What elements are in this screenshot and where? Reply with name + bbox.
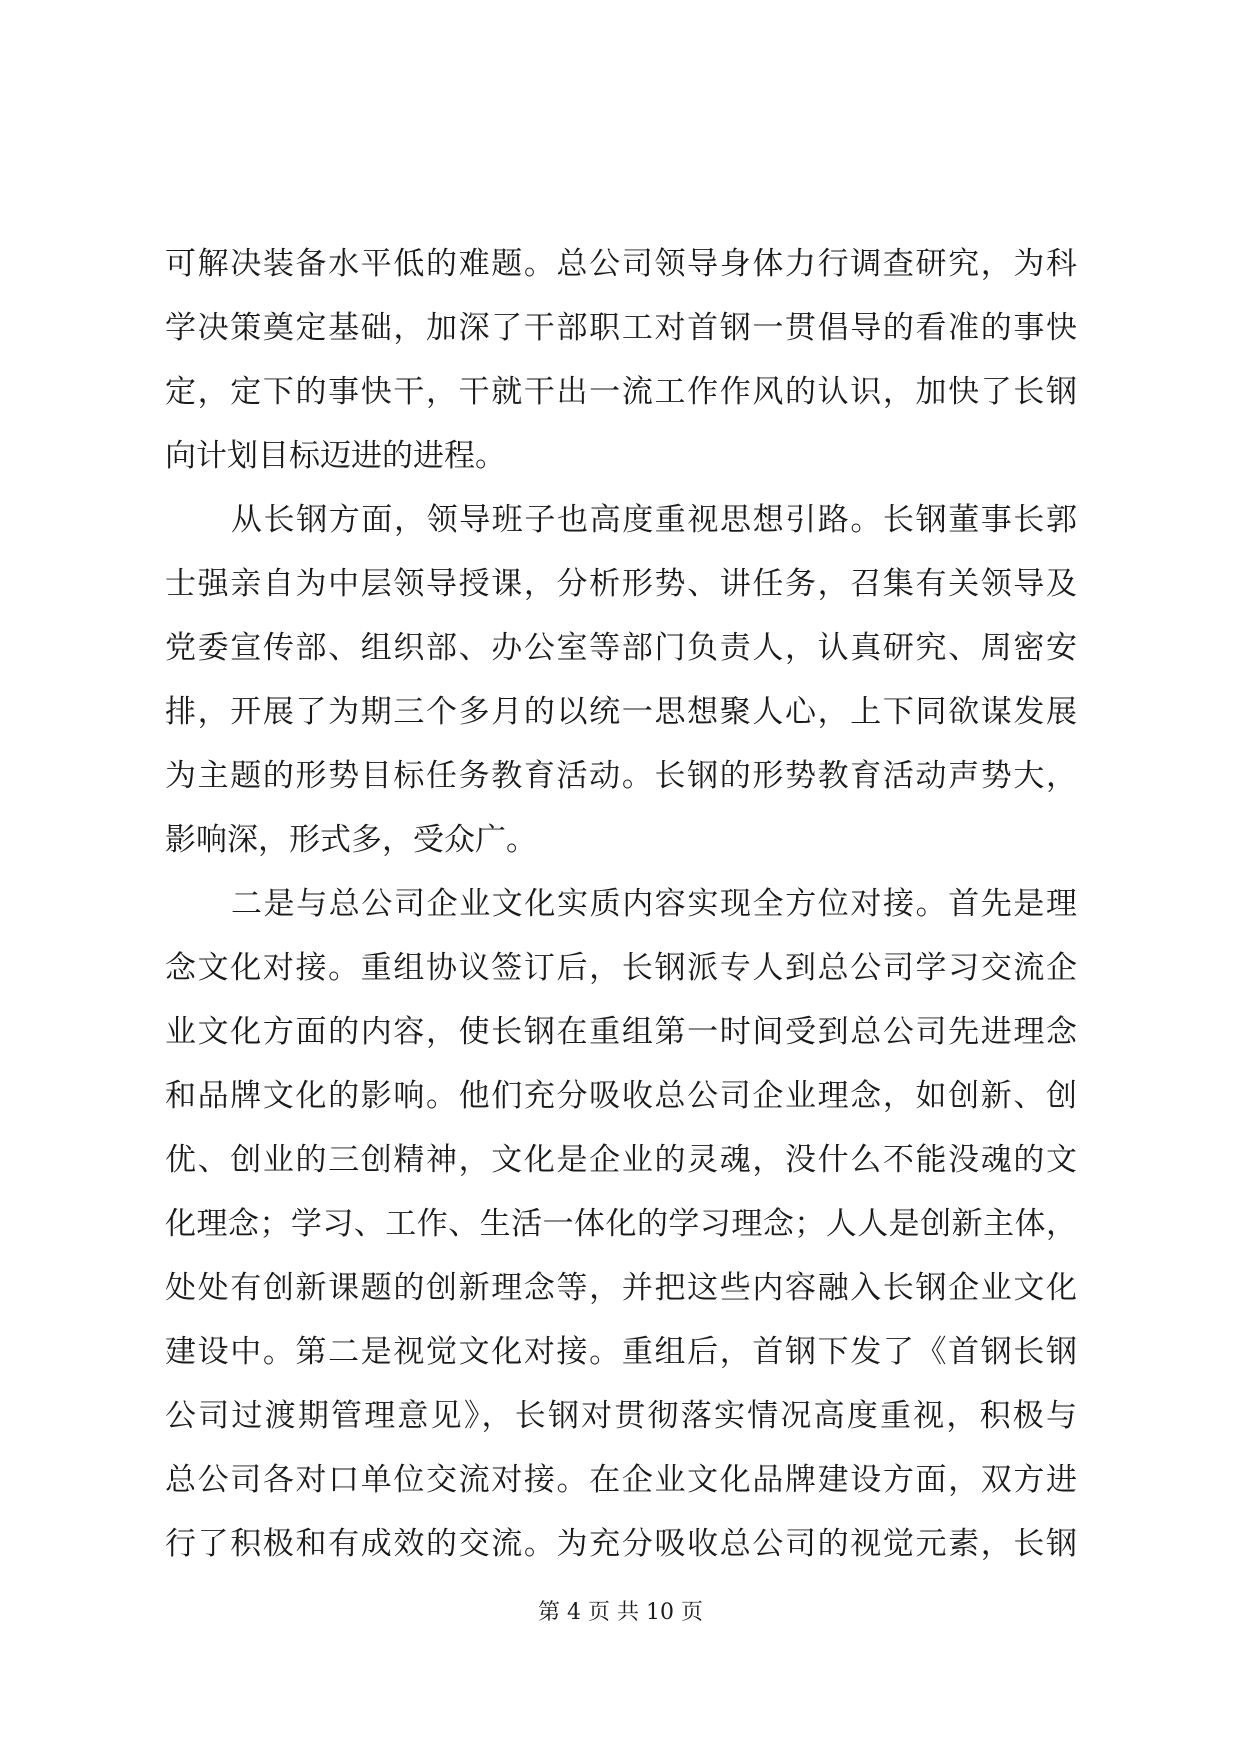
text-line: 二是与总公司企业文化实质内容实现全方位对接。首先是理 — [231, 886, 1077, 922]
text-line: 可解决装备水平低的难题。总公司领导身体力行调查研究，为科 — [165, 246, 1077, 282]
text-line: 党委宣传部、组织部、办公室等部门负责人，认真研究、周密安 — [165, 630, 1077, 666]
text-line: 总公司各对口单位交流对接。在企业文化品牌建设方面，双方进 — [165, 1462, 1077, 1498]
text-line: 公司过渡期管理意见》，长钢对贯彻落实情况高度重视，积极与 — [165, 1398, 1077, 1434]
text-line: 从长钢方面，领导班子也高度重视思想引路。长钢董事长郭 — [231, 502, 1077, 538]
text-line: 为主题的形势目标任务教育活动。长钢的形势教育活动声势大， — [165, 758, 1077, 794]
text-line: 排，开展了为期三个多月的以统一思想聚人心，上下同欲谋发展 — [165, 694, 1077, 730]
text-line: 业文化方面的内容，使长钢在重组第一时间受到总公司先进理念 — [165, 1014, 1077, 1050]
text-line: 化理念；学习、工作、生活一体化的学习理念；人人是创新主体， — [165, 1206, 1077, 1242]
text-line: 影响深，形式多，受众广。 — [165, 822, 537, 858]
text-line: 念文化对接。重组协议签订后，长钢派专人到总公司学习交流企 — [165, 950, 1077, 986]
page-number-footer: 第 4 页 共 10 页 — [538, 1600, 703, 1625]
paragraph-2 — [165, 488, 1077, 872]
text-line: 优、创业的三创精神，文化是企业的灵魂，没什么不能没魂的文 — [165, 1142, 1077, 1178]
text-line: 学决策奠定基础，加深了干部职工对首钢一贯倡导的看准的事快 — [165, 310, 1077, 346]
text-line: 处处有创新课题的创新理念等，并把这些内容融入长钢企业文化 — [165, 1270, 1077, 1306]
paragraph-1 — [165, 232, 1077, 488]
text-line: 和品牌文化的影响。他们充分吸收总公司企业理念，如创新、创 — [165, 1078, 1077, 1114]
text-line: 士强亲自为中层领导授课，分析形势、讲任务，召集有关领导及 — [165, 566, 1077, 602]
paragraph-3 — [165, 872, 1077, 1576]
text-line: 向计划目标迈进的进程。 — [165, 438, 506, 474]
text-line: 行了积极和有成效的交流。为充分吸收总公司的视觉元素，长钢 — [165, 1526, 1077, 1562]
text-line: 定，定下的事快干，干就干出一流工作作风的认识，加快了长钢 — [165, 374, 1077, 410]
document-body — [165, 232, 1077, 1576]
text-line: 建设中。第二是视觉文化对接。重组后，首钢下发了《首钢长钢 — [165, 1334, 1077, 1370]
